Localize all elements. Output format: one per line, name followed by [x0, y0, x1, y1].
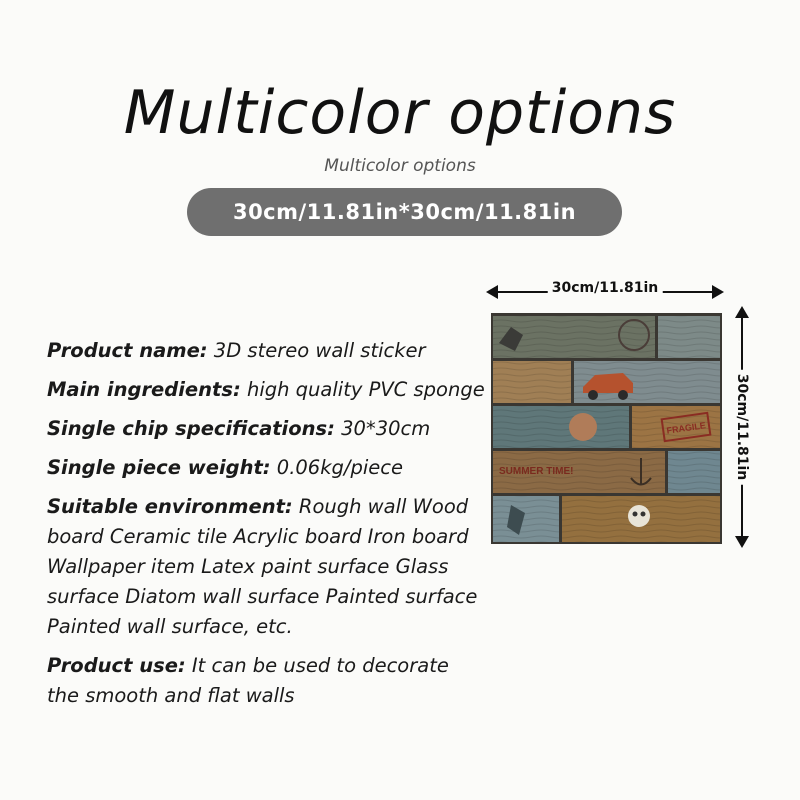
spec-value: It can be used to decorate the smooth and flat walls: [47, 654, 449, 707]
wall-sticker-image: [491, 313, 722, 544]
spec-product-name: [47, 336, 487, 366]
spec-piece-weight: [47, 453, 487, 483]
spec-key: Single piece weight:: [47, 456, 271, 479]
arrow-right-icon: [712, 285, 724, 299]
spec-key: Suitable environment:: [47, 495, 293, 518]
skull-icon: [628, 505, 650, 527]
width-label: 30cm/11.81in: [548, 280, 663, 296]
spec-main-ingredients: [47, 375, 487, 405]
subtitle: Multicolor options: [324, 156, 476, 176]
spec-list: [47, 336, 487, 720]
width-dimension: [486, 280, 724, 302]
height-label: 30cm/11.81in: [734, 370, 750, 485]
spec-value: 0.06kg/piece: [270, 456, 403, 479]
spec-value: 3D stereo wall sticker: [207, 339, 426, 362]
monkey-icon: [569, 413, 597, 441]
summer-time-text: SUMMER TIME!: [499, 466, 574, 477]
spec-suitable-environment: [47, 492, 487, 642]
spec-key: Single chip specifications:: [47, 417, 335, 440]
spec-key: Main ingredients:: [47, 378, 241, 401]
spec-value: Rough wall Wood board Ceramic tile Acrylic board Iron board Wallpaper item Latex paint surface Glass surface Diatom wall surface Painted surface Painted wall surface, etc.: [47, 495, 478, 638]
spec-key: Product use:: [47, 654, 186, 677]
fragile-stamp-text: FRAGILE: [665, 420, 707, 436]
arrow-up-icon: [735, 306, 749, 318]
height-dimension: [730, 306, 754, 548]
spec-value: 30*30cm: [334, 417, 431, 440]
spec-product-use: [47, 651, 487, 711]
spec-chip-specifications: [47, 414, 487, 444]
spec-value: high quality PVC sponge: [240, 378, 485, 401]
spec-key: Product name:: [47, 339, 208, 362]
arrow-left-icon: [486, 285, 498, 299]
size-badge: 30cm/11.81in*30cm/11.81in: [187, 188, 622, 236]
arrow-down-icon: [735, 536, 749, 548]
page-title: Multicolor options: [123, 78, 677, 148]
